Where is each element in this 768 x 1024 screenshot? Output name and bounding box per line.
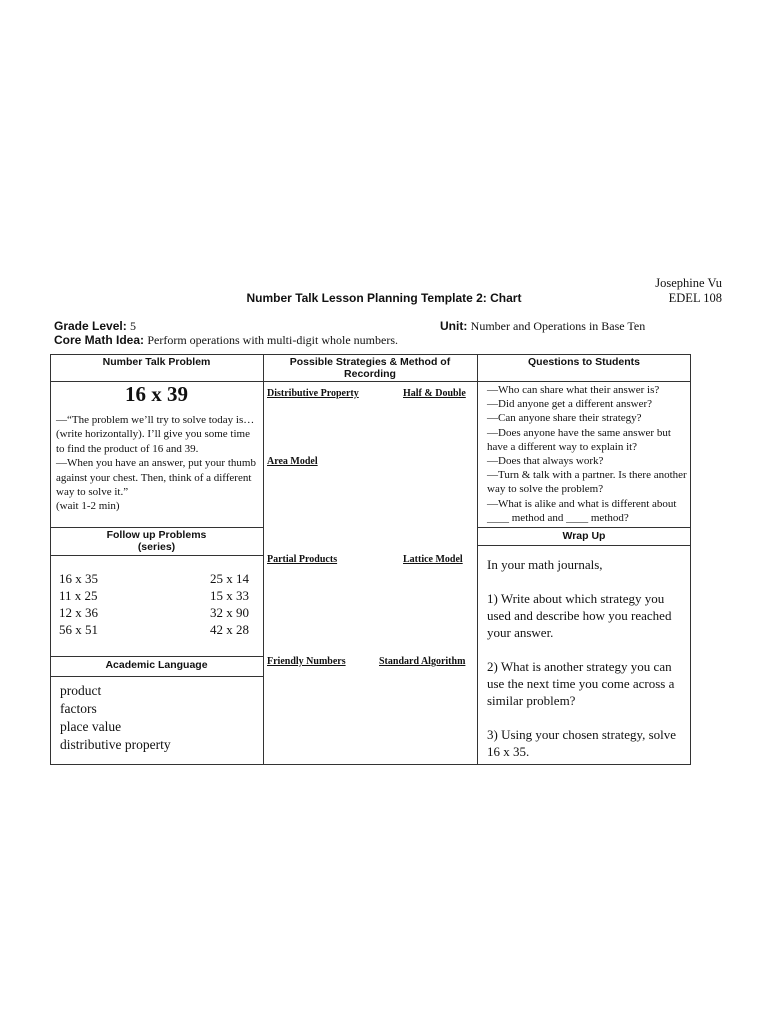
follow-up-problem: 16 x 35 xyxy=(59,571,98,586)
vocab-term: product xyxy=(60,683,102,698)
vocab-term: distributive property xyxy=(60,737,171,752)
follow-up-problem: 42 x 28 xyxy=(210,622,249,637)
row-divider xyxy=(50,676,263,677)
vocab-term: factors xyxy=(60,701,97,716)
row-divider xyxy=(477,545,691,546)
col-header-questions: Questions to Students xyxy=(527,356,640,368)
follow-up-list-right xyxy=(210,570,249,638)
row-divider xyxy=(50,527,263,528)
unit-label: Unit: xyxy=(440,319,468,333)
strategy-partial-products: Partial Products xyxy=(267,554,338,565)
strategy-distributive-property: Distributive Property xyxy=(267,388,359,399)
question-item: —Who can share what their answer is? xyxy=(487,384,660,396)
question-item: —Did anyone get a different answer? xyxy=(487,398,653,411)
academic-language-list xyxy=(60,682,260,754)
row-divider xyxy=(477,527,691,528)
core-math-idea-label: Core Math Idea: xyxy=(54,333,145,347)
question-item: —What is alike and what is different about ____ method and ____ method? xyxy=(487,497,677,524)
question-item: —Does that always work? xyxy=(487,455,604,468)
column-divider xyxy=(263,354,264,765)
author-name: Josephine Vu xyxy=(655,276,722,290)
follow-up-problem: 32 x 90 xyxy=(210,605,249,620)
unit xyxy=(440,319,645,334)
follow-up-header-subtitle: (series) xyxy=(137,541,176,553)
strategy-standard-algorithm: Standard Algorithm xyxy=(379,656,466,667)
follow-up-problem: 56 x 51 xyxy=(59,622,98,637)
follow-up-problem: 25 x 14 xyxy=(210,571,249,586)
question-item: —Does anyone have the same answer but have a different way to explain it? xyxy=(487,426,671,453)
questions-list xyxy=(487,383,691,525)
follow-up-problem: 12 x 36 xyxy=(59,605,98,620)
unit-value: Number and Operations in Base Ten xyxy=(470,319,646,333)
grade-level-value: 5 xyxy=(130,319,137,333)
strategy-area-model: Area Model xyxy=(267,456,318,467)
grade-level-label: Grade Level: xyxy=(54,319,127,333)
wrap-up-item: 2) What is another strategy you can use the next time you come across a similar problem? xyxy=(487,659,675,708)
core-math-idea-value: Perform operations with multi-digit whole numbers. xyxy=(147,333,398,347)
question-item: —Turn & talk with a partner. Is there another way to solve the problem? xyxy=(487,469,687,496)
follow-up-list-left xyxy=(59,570,98,638)
core-math-idea xyxy=(54,333,398,348)
strategy-friendly-numbers: Friendly Numbers xyxy=(267,656,346,667)
follow-up-header xyxy=(50,529,263,553)
follow-up-problem: 11 x 25 xyxy=(59,588,98,603)
question-item: —Can anyone share their strategy? xyxy=(487,412,642,425)
grade-level xyxy=(54,319,136,334)
academic-language-header: Academic Language xyxy=(105,659,208,671)
number-talk-problem: 16 x 39 xyxy=(125,382,188,406)
col-header-problem: Number Talk Problem xyxy=(102,356,211,368)
wrap-up-content xyxy=(487,556,687,777)
row-divider xyxy=(50,555,263,556)
course-code: EDEL 108 xyxy=(668,291,722,305)
follow-up-header-title: Follow up Problems xyxy=(106,529,207,541)
column-divider xyxy=(477,354,478,765)
strategy-lattice-model: Lattice Model xyxy=(403,554,463,565)
row-divider xyxy=(50,656,263,657)
wrap-up-item: 1) Write about which strategy you used and describe how you reached your answer. xyxy=(487,591,672,640)
col-header-strategies: Possible Strategies & Method of Recording xyxy=(289,356,451,380)
teacher-script: —“The problem we’ll try to solve today is…(write horizontally). I’ll give you some time to find the product of 16 and 39. —When you have an answer, put your thumb against your chest. Then, think of a different way to solve it.” (wait 1-2 min) xyxy=(56,414,256,513)
wrap-up-item: 3) Using your chosen strategy, solve 16 x 35. xyxy=(487,727,677,759)
strategy-half-and-double: Half & Double xyxy=(403,388,466,399)
page-title: Number Talk Lesson Planning Template 2: Chart xyxy=(246,291,522,305)
wrap-up-intro: In your math journals, xyxy=(487,557,603,572)
wrap-up-header: Wrap Up xyxy=(562,530,606,542)
follow-up-problem: 15 x 33 xyxy=(210,588,249,603)
vocab-term: place value xyxy=(60,719,122,734)
